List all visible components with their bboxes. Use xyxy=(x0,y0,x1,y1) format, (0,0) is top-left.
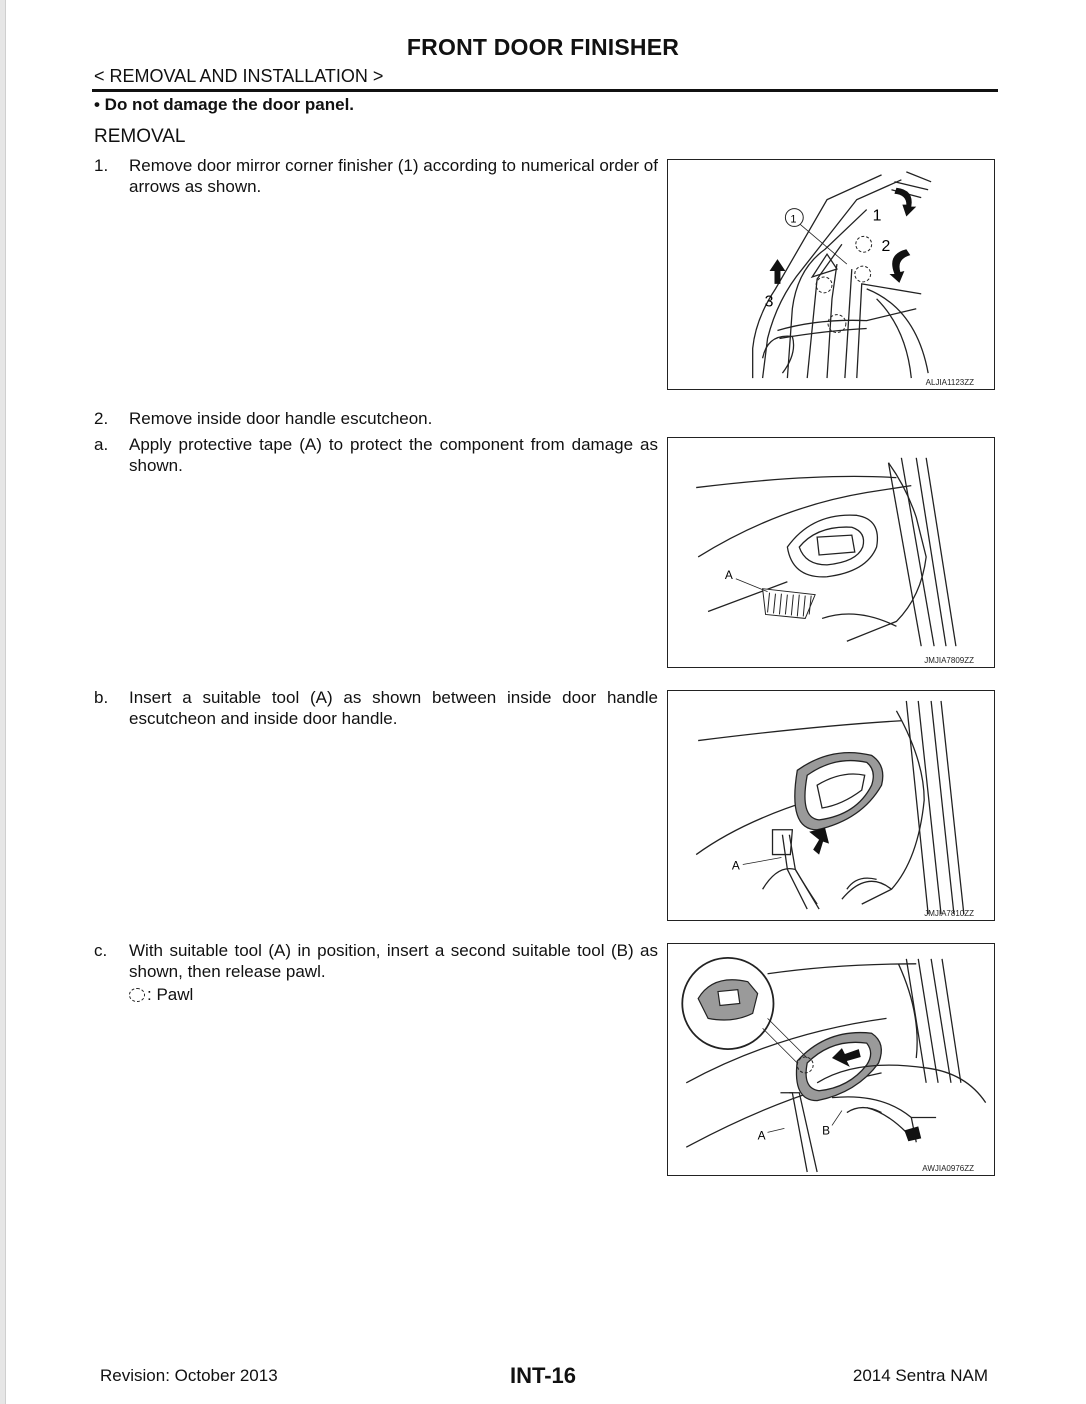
pawl-symbol-icon xyxy=(129,988,145,1002)
label-a: A xyxy=(731,858,740,873)
label-a: A xyxy=(757,1128,766,1143)
step-1 xyxy=(94,155,658,197)
step-text: Insert a suitable tool (A) as shown between inside door handle escutcheon and inside door handle. xyxy=(129,688,658,728)
step-number: 1. xyxy=(94,156,109,175)
step-text: Remove inside door handle escutcheon. xyxy=(129,409,433,428)
figure-code: AWJIA0976ZZ xyxy=(922,1164,974,1173)
page-title: FRONT DOOR FINISHER xyxy=(406,34,680,60)
insert-tool-a-illustration xyxy=(668,691,994,920)
step-number: c. xyxy=(94,941,108,960)
figure-code: ALJIA1123ZZ xyxy=(925,378,974,387)
step-number: b. xyxy=(94,688,109,707)
header-rule xyxy=(92,89,998,92)
step-text: Remove door mirror corner finisher (1) according to numerical order of arrows as shown. xyxy=(129,156,658,196)
mirror-corner-finisher-illustration xyxy=(668,160,994,389)
label-b: B xyxy=(822,1123,830,1138)
step-2c xyxy=(94,940,658,982)
footer-revision: Revision: October 2013 xyxy=(100,1366,278,1385)
protective-tape-illustration xyxy=(668,438,994,667)
figure-code: JMJIA7809ZZ xyxy=(924,656,974,665)
page-edge xyxy=(0,0,6,1404)
label-1-circle: 1 xyxy=(790,213,797,226)
step-text: Apply protective tape (A) to protect the component from damage as shown. xyxy=(129,435,658,475)
footer-model: 2014 Sentra NAM xyxy=(852,1366,988,1385)
step-2b xyxy=(94,687,658,729)
arrow-label-2: 2 xyxy=(881,238,891,256)
step-number: a. xyxy=(94,435,109,454)
figure-mirror-corner-finisher xyxy=(667,159,995,390)
arrow-label-1: 1 xyxy=(872,207,882,225)
label-a: A xyxy=(724,567,733,582)
warning-note: • Do not damage the door panel. xyxy=(94,95,355,114)
pawl-legend xyxy=(129,985,193,1005)
insert-tool-b-illustration xyxy=(668,944,994,1175)
section-breadcrumb: < REMOVAL AND INSTALLATION > xyxy=(94,66,384,86)
step-number: 2. xyxy=(94,409,109,428)
step-2 xyxy=(94,408,658,429)
step-2a xyxy=(94,434,658,476)
pawl-legend-text: : Pawl xyxy=(147,985,194,1004)
removal-heading: REMOVAL xyxy=(94,126,186,147)
arrow-label-3: 3 xyxy=(764,293,774,311)
footer-page-number: INT-16 xyxy=(509,1363,577,1388)
step-text: With suitable tool (A) in position, insert a second suitable tool (B) as shown, then release pawl. xyxy=(129,941,658,981)
figure-code: JMJIA7810ZZ xyxy=(924,909,974,918)
figure-insert-tool-b xyxy=(667,943,995,1176)
figure-insert-tool-a xyxy=(667,690,995,921)
figure-protective-tape xyxy=(667,437,995,668)
